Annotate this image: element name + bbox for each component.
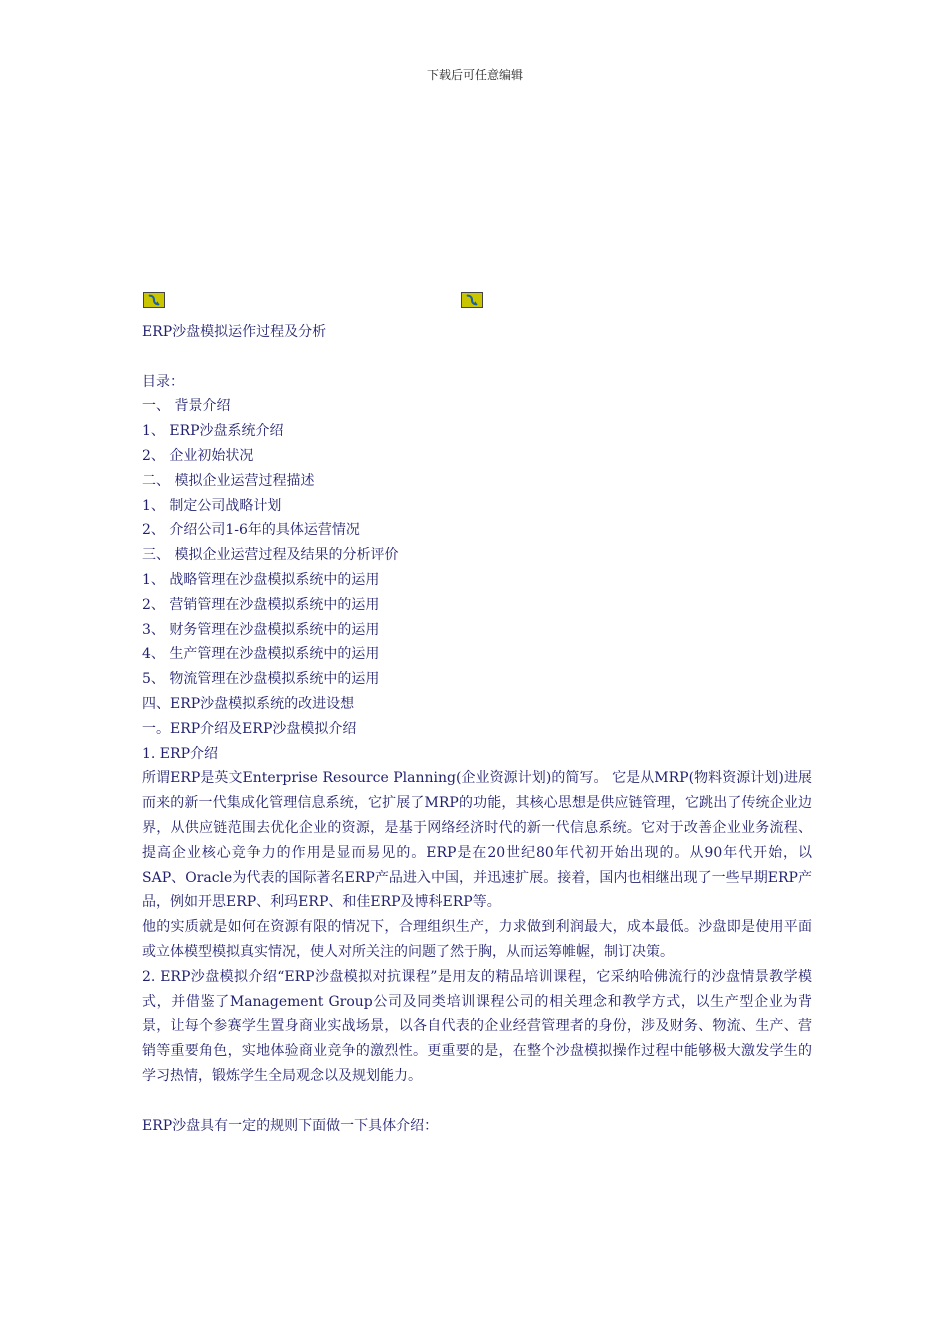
toc-item: 5、 物流管理在沙盘模拟系统中的运用 <box>142 671 380 688</box>
paragraph: 他的实质就是如何在资源有限的情况下，合理组织生产，力求做到利润最大，成本最低。沙盘即是使用平面或立体模型模拟真实情况，使人对所关注的问题了然于胸，从而运筹帷幄，制订决策。 <box>142 919 812 960</box>
toc-item: 3、 财务管理在沙盘模拟系统中的运用 <box>142 621 380 638</box>
page-header: 下载后可任意编辑 <box>426 68 523 82</box>
paragraph: ERP沙盘具有一定的规则下面做一下具体介绍： <box>142 1117 439 1134</box>
paragraph: 所谓ERP是英文Enterprise Resource Planning(企业资源计划)的简写。 它是从MRP(物料资源计划)进展而来的新一代集成化管理信息系统，它扩展了MRP的功能，其核心思想是供应链管理，它跳出了传统企业边界，从供应链范围去优化企业的资源，是基于网络经济时代的新一代信息系统。它对于改善企业业务流程、提高企业核心竞争力的作用是显而易见的。ERP是在20世纪80年代初开始出现的。从90年代开始，以SAP、Oracle为代表的国际著名ERP产品进入中国，并迅速扩展。接着，国内也相继出现了一些早期ERP产品，例如开思ERP、利玛ERP、和佳ERP及博科ERP等。 <box>142 770 812 911</box>
subsection-heading: 1. ERP介绍 <box>142 745 218 762</box>
spacer <box>142 1089 812 1114</box>
toc-item: 2、 营销管理在沙盘模拟系统中的运用 <box>142 596 380 613</box>
toc-item: 2、 介绍公司1-6年的具体运营情况 <box>142 522 360 539</box>
toc-item: 2、 企业初始状况 <box>142 447 254 464</box>
toc-item: 1、 战略管理在沙盘模拟系统中的运用 <box>142 571 380 588</box>
toc-item: 1、 制定公司战略计划 <box>142 497 282 514</box>
section-heading: 一。ERP介绍及ERP沙盘模拟介绍 <box>142 720 357 737</box>
toc-item: 4、 生产管理在沙盘模拟系统中的运用 <box>142 646 380 663</box>
attachment-icon-graphic <box>462 293 482 307</box>
toc-item: 二、 模拟企业运营过程描述 <box>142 472 315 489</box>
document-title: ERP沙盘模拟运作过程及分析 <box>142 324 327 340</box>
toc-item: 一、 背景介绍 <box>142 398 231 415</box>
toc-item: 四、ERP沙盘模拟系统的改进设想 <box>142 695 355 712</box>
attachment-icon[interactable] <box>143 292 165 308</box>
spacer <box>142 345 812 370</box>
document-body <box>142 320 812 1138</box>
toc-item: 三、 模拟企业运营过程及结果的分析评价 <box>142 547 399 564</box>
paragraph: 2. ERP沙盘模拟介绍“ERP沙盘模拟对抗课程”是用友的精品培训课程，它采纳哈佛流行的沙盘情景教学模式，并借鉴了Management Group公司及同类培训课程公司的相关理念和教学方式，以生产型企业为背景，让每个参赛学生置身商业实战场景，以各自代表的企业经营管理者的身份，涉及财务、物流、生产、营销等重要角色，实地体验商业竞争的激烈性。更重要的是，在整个沙盘模拟操作过程中能够极大激发学生的学习热情，锻炼学生全局观念以及规划能力。 <box>142 968 812 1084</box>
attachment-icon-graphic <box>144 293 164 307</box>
attachment-icon[interactable] <box>461 292 483 308</box>
toc-label: 目录： <box>142 373 184 390</box>
toc-item: 1、 ERP沙盘系统介绍 <box>142 423 284 440</box>
